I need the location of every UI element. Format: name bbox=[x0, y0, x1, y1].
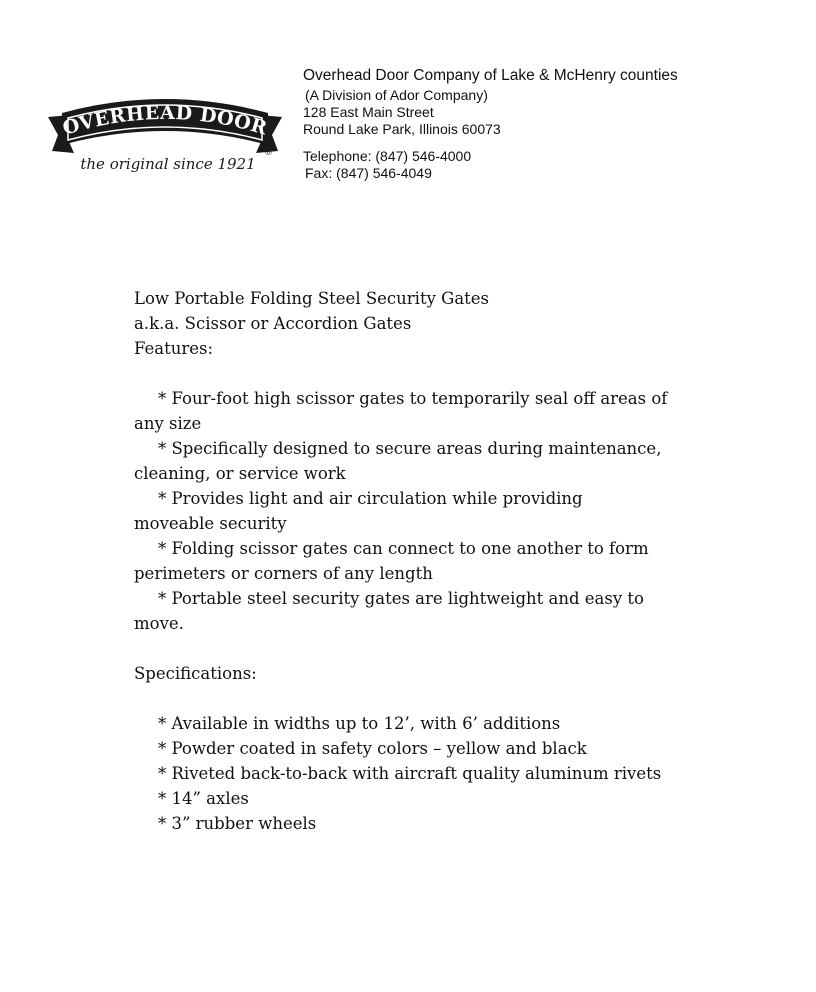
feature-item bbox=[134, 586, 724, 636]
feature-item-line2: moveable security bbox=[134, 514, 287, 533]
logo-brand-text: OVERHEAD DOOR bbox=[60, 101, 270, 140]
feature-item-line2: perimeters or corners of any length bbox=[134, 564, 433, 583]
company-city: Round Lake Park, Illinois 60073 bbox=[303, 121, 501, 137]
specification-item: * Available in widths up to 12’, with 6’ additions bbox=[158, 714, 561, 733]
feature-item bbox=[134, 486, 724, 536]
specification-item: * Powder coated in safety colors – yellow and black bbox=[158, 739, 587, 758]
specification-item: * 14” axles bbox=[158, 789, 249, 808]
document-body bbox=[134, 286, 724, 836]
feature-item bbox=[134, 436, 724, 486]
logo-registered-mark: ® bbox=[264, 148, 273, 158]
feature-item-line1: * Specifically designed to secure areas during maintenance, bbox=[158, 439, 662, 458]
document-subtitle: a.k.a. Scissor or Accordion Gates bbox=[134, 314, 412, 333]
overhead-door-logo bbox=[40, 95, 290, 185]
feature-item-line1: * Folding scissor gates can connect to one another to form bbox=[158, 539, 649, 558]
letterhead bbox=[0, 0, 816, 200]
company-telephone: Telephone: (847) 546-4000 bbox=[303, 148, 472, 164]
feature-item-line2: any size bbox=[134, 414, 202, 433]
specification-item: * Riveted back-to-back with aircraft quality aluminum rivets bbox=[158, 764, 662, 783]
spacer bbox=[134, 636, 724, 661]
feature-item-line2: cleaning, or service work bbox=[134, 464, 346, 483]
company-name: Overhead Door Company of Lake & McHenry counties bbox=[303, 67, 678, 84]
features-heading: Features: bbox=[134, 339, 214, 358]
company-street: 128 East Main Street bbox=[303, 104, 434, 120]
document-title: Low Portable Folding Steel Security Gates bbox=[134, 289, 490, 308]
specifications-heading: Specifications: bbox=[134, 664, 257, 683]
feature-item-line1: * Provides light and air circulation while providing bbox=[158, 489, 583, 508]
spacer bbox=[134, 686, 724, 711]
feature-item bbox=[134, 386, 724, 436]
company-division: (A Division of Ador Company) bbox=[305, 87, 488, 103]
feature-item bbox=[134, 536, 724, 586]
specification-item: * 3” rubber wheels bbox=[158, 814, 317, 833]
feature-item-line1: * Four-foot high scissor gates to temporarily seal off areas of bbox=[158, 389, 668, 408]
company-info bbox=[303, 66, 678, 182]
company-fax: Fax: (847) 546-4049 bbox=[305, 165, 432, 181]
feature-item-line2: move. bbox=[134, 614, 184, 633]
logo-tagline: the original since 1921 bbox=[80, 155, 256, 173]
spacer bbox=[134, 361, 724, 386]
feature-item-line1: * Portable steel security gates are lightweight and easy to bbox=[158, 589, 644, 608]
